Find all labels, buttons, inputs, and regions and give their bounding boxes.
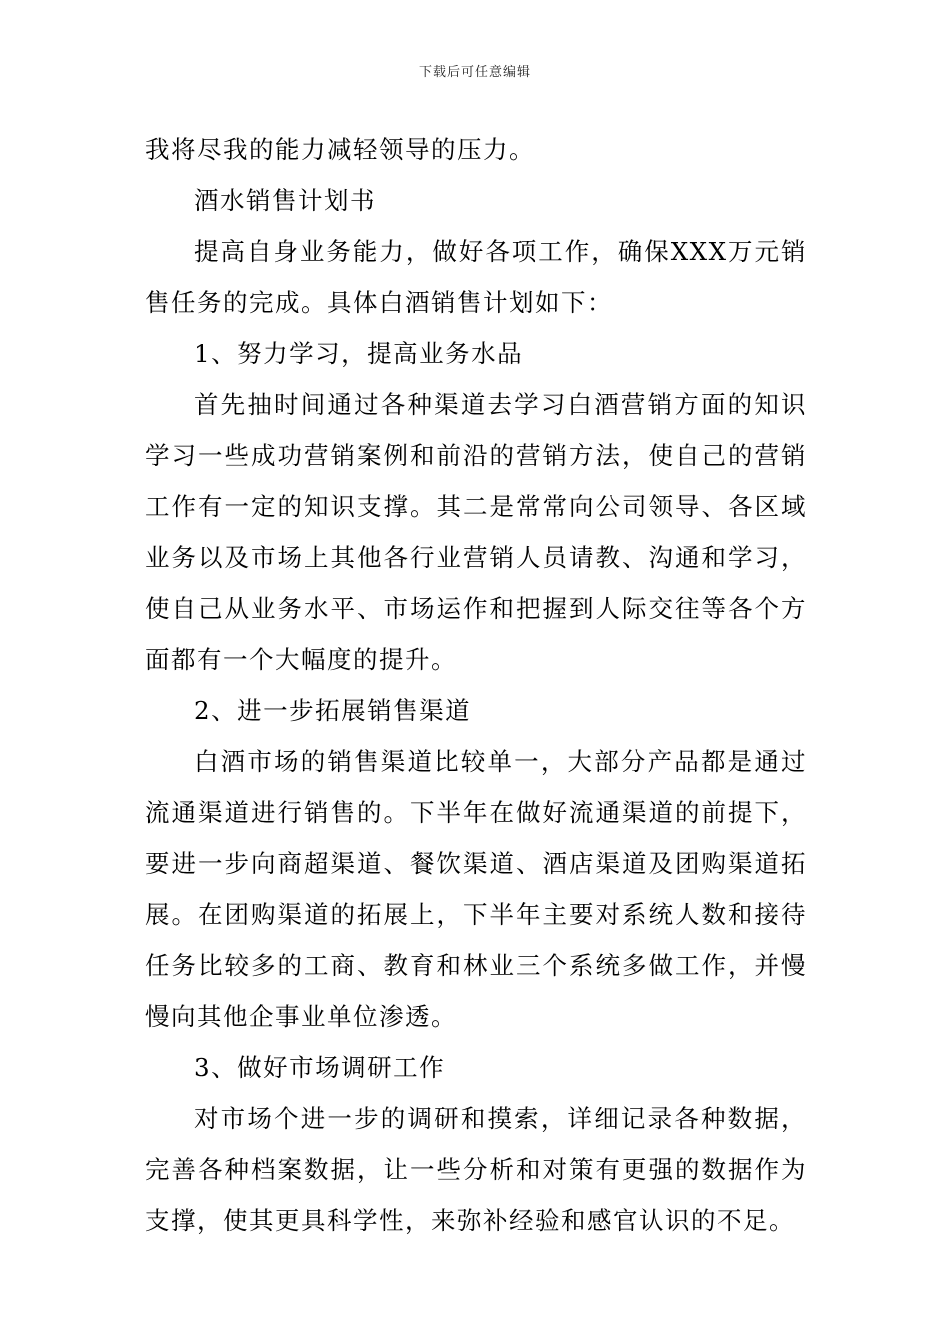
heading-2: 2、进一步拓展销售渠道 bbox=[194, 696, 472, 725]
paragraph-channels: 白酒市场的销售渠道比较单一，大部分产品都是通过流通渠道进行销售的。下半年在做好流通渠道的前提下，要进一步向商超渠道、餐饮渠道、酒店渠道及团购渠道拓展。在团购渠道的拓展上，下半年主要对系统人数和接待任务比较多的工商、教育和林业三个系统多做工作，并慢慢向其他企事业单位渗透。 bbox=[145, 747, 807, 1031]
document-body bbox=[145, 124, 807, 1246]
paragraph-intro: 提高自身业务能力，做好各项工作，确保XXX万元销售任务的完成。具体白酒销售计划如下： bbox=[145, 237, 807, 317]
heading-1: 1、努力学习，提高业务水品 bbox=[194, 339, 524, 368]
section-title: 酒水销售计划书 bbox=[194, 186, 376, 215]
header-note: 下载后可任意编辑 bbox=[418, 65, 531, 80]
paragraph-continuation: 我将尽我的能力减轻领导的压力。 bbox=[145, 135, 535, 164]
paragraph-study: 首先抽时间通过各种渠道去学习白酒营销方面的知识学习一些成功营销案例和前沿的营销方法，使自己的营销工作有一定的知识支撑。其二是常常向公司领导、各区域业务以及市场上其他各行业营销人员请教、沟通和学习，使自己从业务水平、市场运作和把握到人际交往等各个方面都有一个大幅度的提升。 bbox=[145, 390, 807, 674]
heading-3: 3、做好市场调研工作 bbox=[194, 1053, 446, 1082]
paragraph-research: 对市场个进一步的调研和摸索，详细记录各种数据，完善各种档案数据，让一些分析和对策有更强的数据作为支撑，使其更具科学性，来弥补经验和感官认识的不足。 bbox=[145, 1104, 807, 1235]
